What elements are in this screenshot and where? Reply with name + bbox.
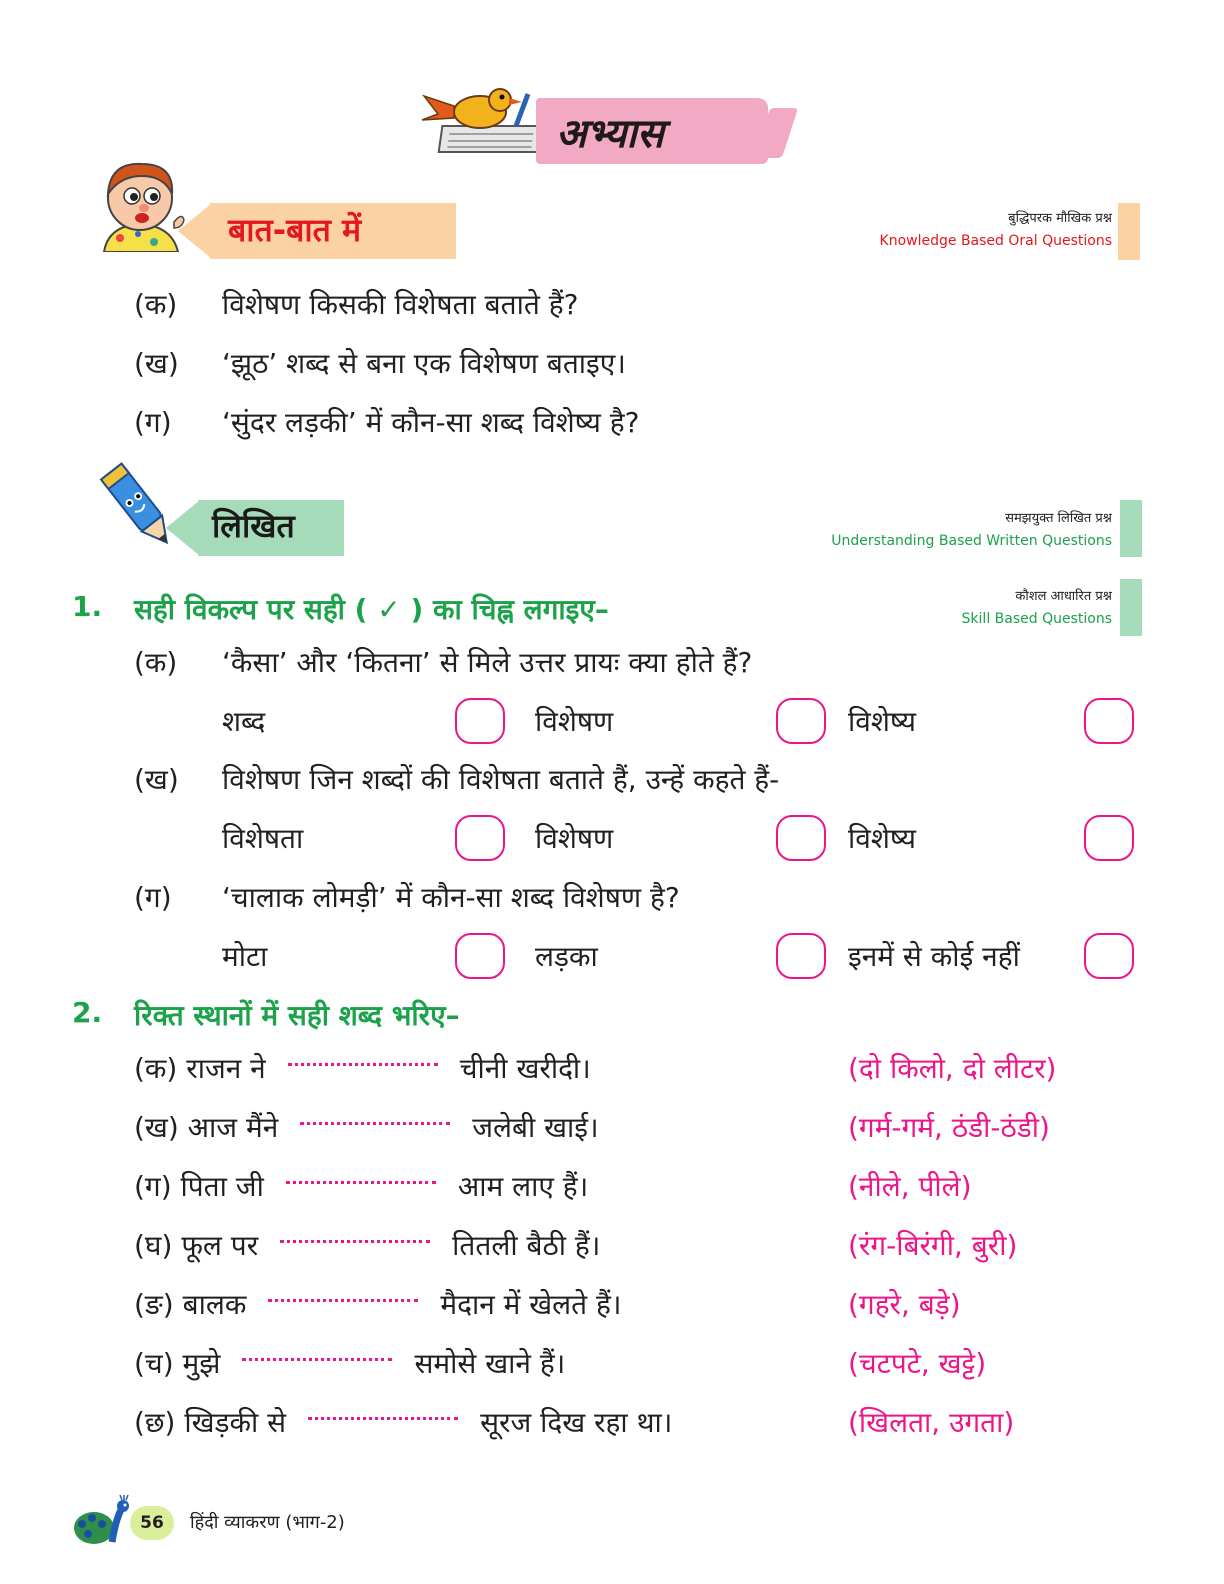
oral-q-text: ‘झूठ’ शब्द से बना एक विशेषण बताइए। bbox=[222, 347, 626, 380]
oral-banner-label: बात-बात में bbox=[228, 211, 362, 249]
q2-item-before: राजन ने bbox=[186, 1052, 266, 1085]
bird-writing-illustration bbox=[418, 86, 548, 158]
written-banner-arrow bbox=[166, 500, 200, 556]
oral-q-text: ‘सुंदर लड़की’ में कौन-सा शब्द विशेष्य है? bbox=[222, 406, 640, 439]
q2-item-before: पिता जी bbox=[180, 1170, 264, 1203]
q2-hint: (खिलता, उगता) bbox=[848, 1406, 1015, 1439]
q1-checkbox[interactable] bbox=[455, 933, 505, 979]
blank-field[interactable] bbox=[300, 1122, 450, 1125]
blank-field[interactable] bbox=[288, 1063, 438, 1066]
oral-q-text: विशेषण किसकी विशेषता बताते हैं? bbox=[222, 288, 579, 321]
q2-item bbox=[134, 1344, 565, 1382]
q1-option: मोटा bbox=[222, 940, 268, 973]
q2-item-before: फूल पर bbox=[181, 1229, 259, 1262]
q1-checkbox[interactable] bbox=[1084, 815, 1134, 861]
oral-tag-bar bbox=[1118, 203, 1140, 260]
written-tag-hindi: समझयुक्त लिखित प्रश्न bbox=[1005, 511, 1112, 526]
skill-tag-english: Skill Based Questions bbox=[961, 611, 1112, 627]
q1-checkbox[interactable] bbox=[776, 698, 826, 744]
q2-hint: (नीले, पीले) bbox=[848, 1170, 972, 1203]
q2-item bbox=[134, 1285, 622, 1323]
written-tag bbox=[800, 508, 1112, 552]
q2-item-label: (घ) bbox=[134, 1229, 173, 1262]
book-title: हिंदी व्याकरण (भाग-2) bbox=[190, 1512, 345, 1533]
q2-item-before: खिड़की से bbox=[184, 1406, 287, 1439]
written-tag-bar bbox=[1120, 500, 1142, 557]
oral-banner-arrow bbox=[178, 203, 212, 259]
page-number: 56 bbox=[130, 1506, 174, 1540]
q1-item-text: विशेषण जिन शब्दों की विशेषता बताते हैं, उन्हें कहते हैं- bbox=[222, 763, 780, 796]
q2-number: 2. bbox=[72, 996, 103, 1029]
q1-item-label: (ख) bbox=[134, 763, 179, 796]
q2-item-before: मुझे bbox=[182, 1347, 221, 1380]
q1-option: विशेषण bbox=[535, 822, 614, 855]
page-title: अभ्यास bbox=[556, 111, 664, 157]
q2-item-label: (च) bbox=[134, 1347, 174, 1380]
written-banner-label: लिखित bbox=[212, 507, 295, 545]
q1-number: 1. bbox=[72, 590, 103, 623]
q2-item bbox=[134, 1226, 600, 1264]
skill-tag-hindi: कौशल आधारित प्रश्न bbox=[1015, 589, 1112, 604]
q1-option: लड़का bbox=[535, 940, 598, 973]
q2-item-after: सूरज दिख रहा था। bbox=[480, 1406, 673, 1439]
blank-field[interactable] bbox=[280, 1240, 430, 1243]
q2-item bbox=[134, 1049, 591, 1087]
q2-item-label: (क) bbox=[134, 1052, 178, 1085]
q1-option: विशेषण bbox=[535, 705, 614, 738]
q2-item bbox=[134, 1167, 588, 1205]
q1-checkbox[interactable] bbox=[776, 815, 826, 861]
q1-checkbox[interactable] bbox=[455, 698, 505, 744]
q1-item-text: ‘चालाक लोमड़ी’ में कौन-सा शब्द विशेषण है? bbox=[222, 881, 680, 914]
q2-hint: (गर्म-गर्म, ठंडी-ठंडी) bbox=[848, 1111, 1050, 1144]
q2-hint: (चटपटे, खट्टे) bbox=[848, 1347, 987, 1380]
q2-item-after: समोसे खाने हैं। bbox=[414, 1347, 566, 1380]
oral-tag-english: Knowledge Based Oral Questions bbox=[879, 233, 1112, 249]
q2-item-before: आज मैंने bbox=[187, 1111, 279, 1144]
q2-item-label: (ङ) bbox=[134, 1288, 174, 1321]
q1-item-label: (ग) bbox=[134, 881, 172, 914]
q2-item bbox=[134, 1108, 599, 1146]
q1-checkbox[interactable] bbox=[1084, 698, 1134, 744]
peacock-icon bbox=[72, 1494, 134, 1548]
q2-hint: (गहरे, बड़े) bbox=[848, 1288, 961, 1321]
q2-item-before: बालक bbox=[182, 1288, 247, 1321]
q2-item-after: जलेबी खाई। bbox=[472, 1111, 599, 1144]
q2-hint: (दो किलो, दो लीटर) bbox=[848, 1052, 1057, 1085]
q1-option: इनमें से कोई नहीं bbox=[848, 940, 1020, 973]
q1-option: विशेष्य bbox=[848, 705, 917, 738]
q2-item-label: (छ) bbox=[134, 1406, 176, 1439]
q1-option: विशेषता bbox=[222, 822, 304, 855]
q2-item-after: चीनी खरीदी। bbox=[459, 1052, 591, 1085]
oral-q-label: (ग) bbox=[134, 406, 172, 439]
q2-item-label: (ख) bbox=[134, 1111, 179, 1144]
oral-tag-hindi: बुद्धिपरक मौखिक प्रश्न bbox=[1008, 211, 1112, 226]
written-tag-english: Understanding Based Written Questions bbox=[831, 533, 1112, 549]
q2-hint: (रंग-बिरंगी, बुरी) bbox=[848, 1229, 1018, 1262]
skill-tag-bar bbox=[1120, 579, 1142, 636]
q2-item-after: आम लाए हैं। bbox=[457, 1170, 589, 1203]
blank-field[interactable] bbox=[308, 1417, 458, 1420]
oral-q-label: (ख) bbox=[134, 347, 179, 380]
q2-heading: रिक्त स्थानों में सही शब्द भरिए– bbox=[134, 999, 460, 1032]
q1-checkbox[interactable] bbox=[455, 815, 505, 861]
blank-field[interactable] bbox=[286, 1181, 436, 1184]
skill-tag bbox=[850, 586, 1112, 630]
oral-q-label: (क) bbox=[134, 288, 178, 321]
q1-option: शब्द bbox=[222, 705, 266, 738]
q1-heading: सही विकल्प पर सही ( ✓ ) का चिह्न लगाइए– bbox=[134, 593, 609, 626]
blank-field[interactable] bbox=[268, 1299, 418, 1302]
q1-checkbox[interactable] bbox=[776, 933, 826, 979]
q2-item-label: (ग) bbox=[134, 1170, 172, 1203]
q2-item-after: तितली बैठी हैं। bbox=[452, 1229, 601, 1262]
q1-checkbox[interactable] bbox=[1084, 933, 1134, 979]
blank-field[interactable] bbox=[242, 1358, 392, 1361]
q1-item-text: ‘कैसा’ और ‘कितना’ से मिले उत्तर प्रायः क्या होते हैं? bbox=[222, 646, 753, 679]
q1-item-label: (क) bbox=[134, 646, 178, 679]
oral-tag bbox=[820, 208, 1112, 252]
boy-illustration bbox=[94, 154, 186, 252]
q2-item-after: मैदान में खेलते हैं। bbox=[440, 1288, 622, 1321]
q1-option: विशेष्य bbox=[848, 822, 917, 855]
q2-item bbox=[134, 1403, 672, 1441]
